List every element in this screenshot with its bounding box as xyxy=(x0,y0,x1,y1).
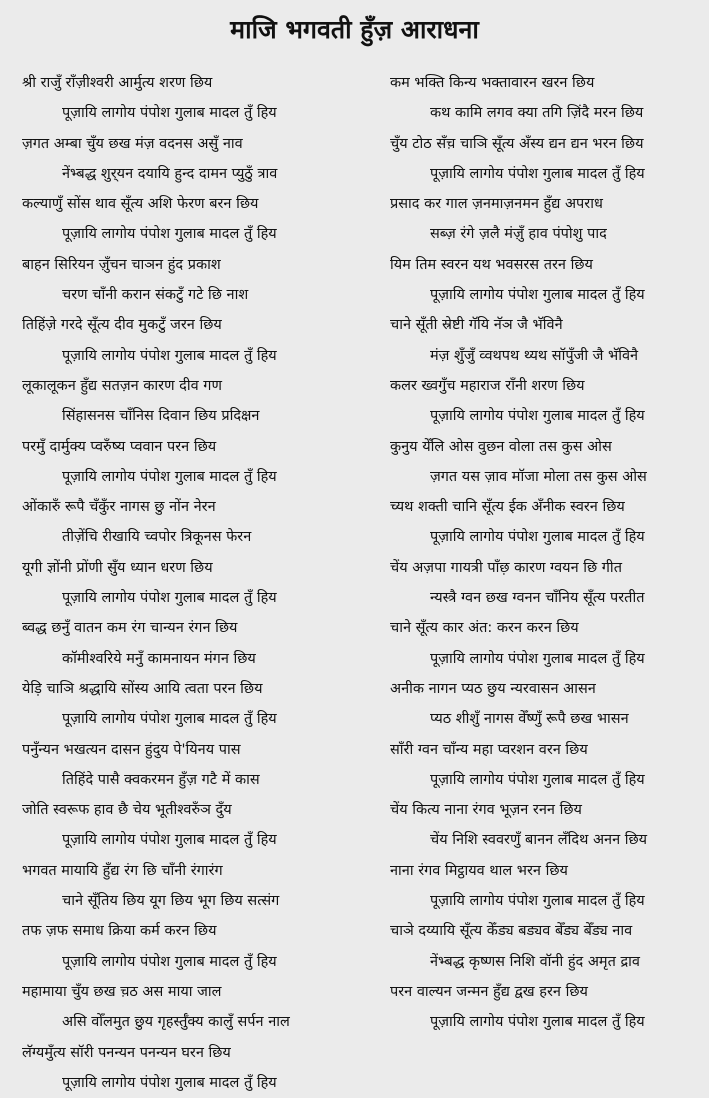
verse-line: कथ कामि लगव क्या तगि ज़िंदै मरन छिय xyxy=(430,105,644,122)
verse-line: ब्वद्ध छनुँ वातन कम रंग चान्यन रंगन छिय xyxy=(22,620,238,637)
verse-line: चुँय टोठ सँच़ चाञि सूँत्य अँस्य द्यन द्यन भरन छिय xyxy=(390,135,644,152)
verse-line: पूज़ायि लागोय पंपोश गुलाब मादल तुँ हिय xyxy=(62,1074,277,1091)
verse-line: चेंय कित्य नाना रंगव भूज़न रनन छिय xyxy=(390,802,582,819)
verse-line: ज़गत अम्बा चुँय छख मंज़ वदनस असुँ नाव xyxy=(22,135,243,152)
verse-line: पूज़ायि लागोय पंपोश गुलाब मादल तुँ हिय xyxy=(62,832,277,849)
verse-line: तिहिंज़े गरदे सूँत्य दीव मुकटुँ जरन छिय xyxy=(22,317,222,334)
verse-line: लॅग्यमुँत्य सॉरी पनन्यन पनन्यन घरन छिय xyxy=(22,1044,231,1061)
verse-line: कॉमीश्वरिये मनुँ कामनायन मंगन छिय xyxy=(62,650,256,667)
verse-line: प्यठ शीशुँ नागस वेँष्णुँ रूपै छख भासन xyxy=(430,711,629,728)
verse-line: पूज़ायि लागोय पंपोश गुलाब मादल तुँ हिय xyxy=(430,165,645,182)
verse-line: चाने सूँत्य कार अंत: करन करन छिय xyxy=(390,620,579,637)
verse-line: पूज़ायि लागोय पंपोश गुलाब मादल तुँ हिय xyxy=(430,771,645,788)
verse-line: परमुँ दार्मुक्य प्वरुँष्य प्ववान परन छिय xyxy=(22,438,217,455)
verse-line: नेंभ्बद्ध शुर्‌यन दयायि हुन्द दामन प्युठुँ त्राव xyxy=(62,165,278,182)
left-column xyxy=(22,68,352,1098)
verse-line: चेंय निशि स्ववरणुँ बानन लँदिथ अनन छिय xyxy=(430,832,648,849)
verse-line: सब्ज़ रंगे ज़लै मंज़ुँ हाव पंपोशु पाद xyxy=(430,226,607,243)
verse-line: कम भक्ति किन्य भक्तावारन खरन छिय xyxy=(390,75,595,91)
page-title: माजि भगवती हुँज़ आराधना xyxy=(230,15,479,44)
verse-line: न्यस्त्रै ग्वन छख ग्वनन चाँनिय सूँत्य परतीत xyxy=(430,590,645,607)
verse-line: भगवत मायायि हुँद्य रंग छि चाँनी रंगारंग xyxy=(22,862,223,879)
verse-line: तिहिंदे पासै क्वकरमन हुँज़ गटै में कास xyxy=(62,771,260,788)
verse-line: पूज़ायि लागोय पंपोश गुलाब मादल तुँ हिय xyxy=(430,893,645,910)
verse-line: श्री राजुँ राँज़ीश्वरी आर्मुत्य शरण छिय xyxy=(22,75,213,91)
verse-line: मंज़ शुँजुँ व्वथपथ थ्यथ सॉपुँजी जै भॅविनै xyxy=(430,347,639,364)
verse-line: बाहन सिरियन ज़ुँचन चाञन हुंद प्रकाश xyxy=(22,256,221,273)
verse-line: प्रसाद कर गाल ज़नमाज़नमन हुँद्य अपराध xyxy=(390,196,603,213)
verse-line: यिम तिम स्वरन यथ भवसरस तरन छिय xyxy=(390,256,593,273)
verse-line: जोति स्वरूफ हाव छै चेय भूतीश्वरुँञ दुँय xyxy=(22,802,232,819)
verse-line: पूज़ायि लागोय पंपोश गुलाब मादल तुँ हिय xyxy=(430,1014,645,1031)
verse-line: चाञे दय्यायि सूँत्य केँड्य बड्यव बेँड्य बेँड्य नाव xyxy=(390,923,633,940)
verse-line: नेंभ्बद्ध कृष्णस निशि वॉनी हुंद अमृत द्राव xyxy=(430,953,640,970)
verse-line: पूज़ायि लागोय पंपोश गुलाब मादल तुँ हिय xyxy=(430,287,645,304)
verse-line: पूज़ायि लागोय पंपोश गुलाब मादल तुँ हिय xyxy=(62,105,277,122)
verse-line: सिंहासनस चाँनिस दिवान छिय प्रदिक्षन xyxy=(62,408,260,425)
verse-line: पूज़ायि लागोय पंपोश गुलाब मादल तुँ हिय xyxy=(62,347,277,364)
verse-line: तीज़ेंचि रीखायि च्वपोर त्रिकूनस फेरन xyxy=(62,529,252,546)
verse-line: लूकालूकन हुँद्य सतज़न कारण दीव गण xyxy=(22,377,222,394)
verse-line: चाने सूँती स्रेष्टी गॅयि नॅञ जै भॅविनै xyxy=(390,317,563,334)
verse-line: पनुँन्यन भखत्यन दासन हुंदुय पे'यिनय पास xyxy=(22,741,241,758)
verse-line: चाने सूँतिय छिय यूग छिय भूग छिय सत्संग xyxy=(62,893,280,910)
verse-line: परन वाल्यन जन्मन हुँद्य द्वख हरन छिय xyxy=(390,983,588,1000)
verse-line: पूज़ायि लागोय पंपोश गुलाब मादल तुँ हिय xyxy=(62,590,277,607)
verse-line: यूगी ज्ञोंनी प्रोंणी सुँय ध्यान धरण छिय xyxy=(22,559,213,576)
verse-line: पूज़ायि लागोय पंपोश गुलाब मादल तुँ हिय xyxy=(62,468,277,485)
verse-line: ओंकारुँ रूपै चँकुँर नागस छु नोंन नेरन xyxy=(22,499,216,516)
verse-line: पूज़ायि लागोय पंपोश गुलाब मादल तुँ हिय xyxy=(430,408,645,425)
verse-line: चरण चाँनी करान संकटुँ गटे छि नाश xyxy=(62,287,249,304)
verse-line: पूज़ायि लागोय पंपोश गुलाब मादल तुँ हिय xyxy=(430,650,645,667)
verse-line: च्यथ शक्ती चानि सूँत्य ईक अँनीक स्वरन छिय xyxy=(390,499,625,516)
right-column xyxy=(390,68,706,1038)
verse-line: नाना रंगव मिट्ठायव थाल भरन छिय xyxy=(390,862,568,879)
verse-line: येड़ि चाञि श्रद्धायि सोंस्य आयि त्वता परन छिय xyxy=(22,680,263,697)
verse-line: महामाया चुँय छख च़ठ अस माया जाल xyxy=(22,983,222,1000)
verse-line: कल्याणुँ सोंस थाव सूँत्य अशि फेरण बरन छिय xyxy=(22,196,259,213)
verse-line: पूज़ायि लागोय पंपोश गुलाब मादल तुँ हिय xyxy=(430,529,645,546)
verse-line: कलर ख्वगुँच महाराज राँनी शरण छिय xyxy=(390,377,585,394)
verse-line: ज़गत यस ज़ाव मॉजा मोला तस कुस ओस xyxy=(430,468,647,485)
verse-line: पूज़ायि लागोय पंपोश गुलाब मादल तुँ हिय xyxy=(62,226,277,243)
verse-line: तफ ज़फ समाध क्रिया कर्म करन छिय xyxy=(22,923,217,940)
verse-line: साँरी ग्वन चाँन्य महा प्वरशन वरन छिय xyxy=(390,741,588,758)
verse-line: अनीक नागन प्यठ छुय न्यरवासन आसन xyxy=(390,680,596,697)
verse-line: चेंय अज़पा गायत्री पाँछ़ कारण ग्वयन छि गीत xyxy=(390,559,622,576)
verse-line: पूज़ायि लागोय पंपोश गुलाब मादल तुँ हिय xyxy=(62,953,277,970)
verse-line: पूज़ायि लागोय पंपोश गुलाब मादल तुँ हिय xyxy=(62,711,277,728)
verse-line: असि वोँलमुत छुय गृहर्स्तुँक्य कालुँ सर्पन नाल xyxy=(62,1014,290,1031)
verse-line: कुनुय येँलि ओस वुछन वोला तस कुस ओस xyxy=(390,438,612,455)
